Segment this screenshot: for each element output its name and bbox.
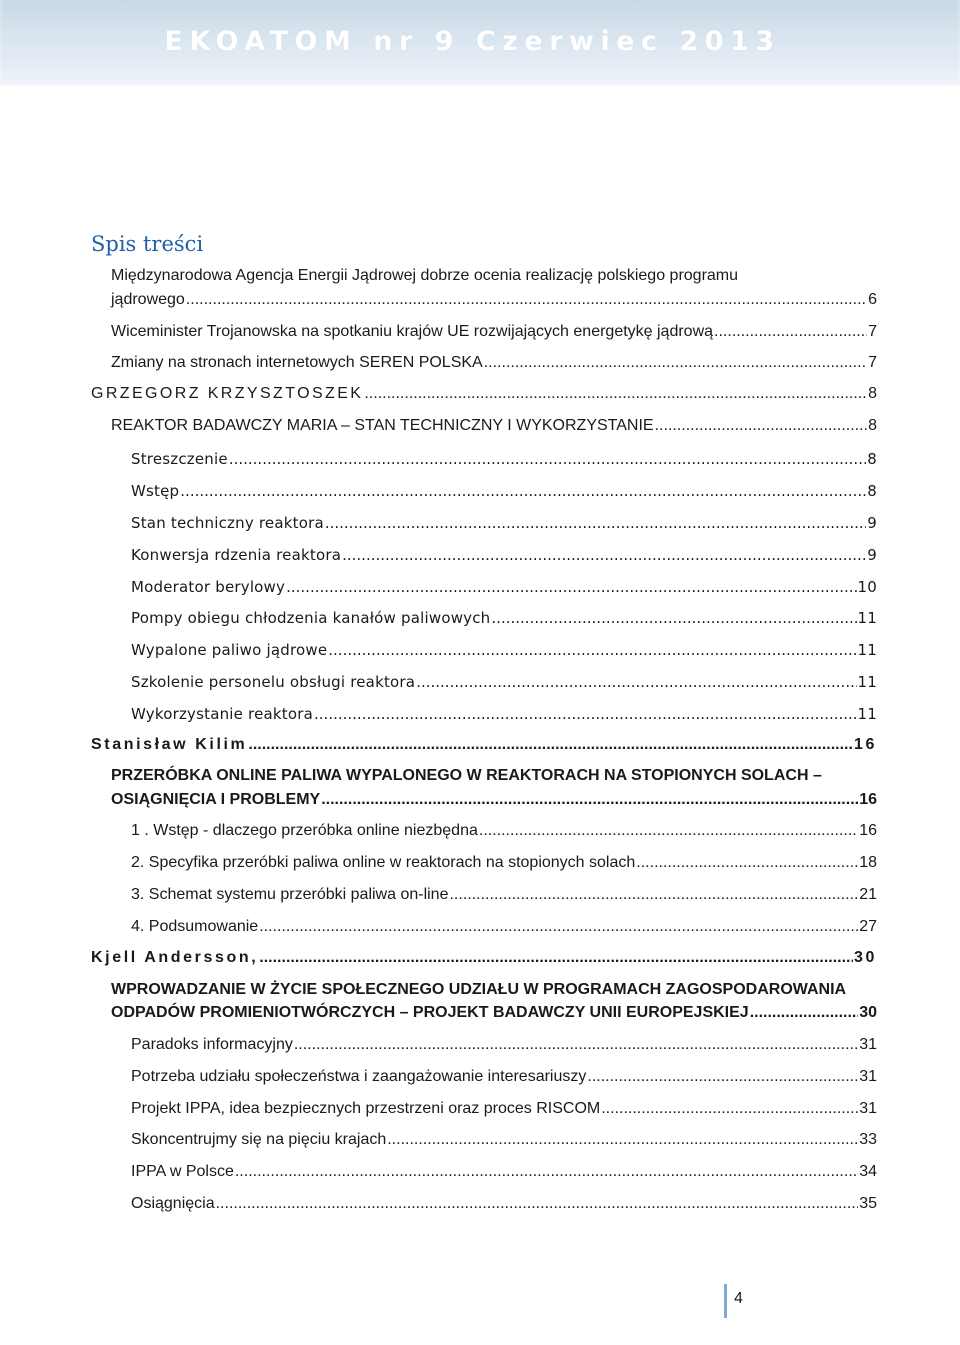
header-band [0,0,960,86]
toc-entry[interactable] [131,607,877,629]
toc-entry-title: Wykorzystanie reaktora [131,705,314,723]
toc-leader-dots [387,1129,858,1151]
toc-entry-title: Wypalone paliwo jądrowe [131,641,328,659]
toc-entry-title: Zmiany na stronach internetowych SEREN POLSKA [111,354,483,371]
toc-entry-title: jądrowego [111,291,185,308]
toc-entry[interactable] [131,512,877,534]
toc-leader-dots [587,1066,858,1088]
toc-entry-page: 8 [867,482,877,500]
toc-entry-page: 8 [868,417,877,434]
toc-leader-dots [601,1098,858,1120]
toc-entry-title: Pompy obiegu chłodzenia kanałów paliwowych [131,609,491,627]
toc-entry[interactable] [131,480,877,502]
toc-leader-dots [491,607,856,629]
toc-entry-page: 31 [859,1068,877,1085]
page-number: 4 [734,1290,743,1307]
toc-entry-page: 35 [859,1195,877,1212]
toc-leader-dots [186,289,867,311]
toc-leader-dots [342,544,866,566]
toc-entry-title: IPPA w Polsce [131,1163,234,1180]
toc-entry-title: Moderator berylowy [131,578,286,596]
toc-entry-page: 18 [859,854,877,871]
toc-entry-title: Projekt IPPA, idea bezpiecznych przestrzeni oraz proces RISCOM [131,1100,601,1117]
toc-leader-dots [259,947,853,969]
toc-entry[interactable] [131,1193,877,1215]
toc-leader-dots [321,789,858,811]
toc-entry[interactable] [111,352,877,374]
toc-entry-title: Streszczenie [131,450,228,468]
toc-entry-page: 7 [868,323,877,340]
toc-leader-dots [235,1161,858,1183]
toc-leader-dots [479,820,858,842]
toc-leader-dots [416,671,856,693]
toc-entry-title: Skoncentrujmy się na pięciu krajach [131,1131,387,1148]
toc-entry-page: 27 [859,918,877,935]
toc-entry-page: 16 [859,791,877,808]
toc-entry-page: 11 [857,609,877,627]
toc-entry-page: 33 [859,1131,877,1148]
toc-entry[interactable] [111,789,877,811]
toc-entry-title: Stanisław Kilim [91,736,248,753]
toc-entry[interactable] [91,947,877,969]
toc-entry[interactable] [131,820,877,842]
toc-entry[interactable] [131,1034,877,1056]
toc-entry-line1: Międzynarodowa Agencja Energii Jądrowej dobrze ocenia realizację polskiego programu [111,267,739,284]
toc-entry-page: 30 [859,1004,877,1021]
toc-entry-title: Kjell Andersson, [91,949,259,966]
toc-entry[interactable] [111,321,877,343]
toc-heading: Spis treści [91,232,204,256]
toc-entry[interactable] [131,1129,877,1151]
toc-entry[interactable] [131,576,877,598]
toc-entry-title: REAKTOR BADAWCZY MARIA – STAN TECHNICZNY I WYKORZYSTANIE [111,417,654,434]
toc-entry-title: 4. Podsumowanie [131,918,259,935]
toc-leader-dots [314,703,856,725]
toc-entry-title: Potrzeba udziału społeczeństwa i zaangażowanie interesariuszy [131,1068,587,1085]
toc-entry-title: Konwersja rdzenia reaktora [131,546,342,564]
toc-entry-title: 2. Specyfika przeróbki paliwa online w reaktorach na stopionych solach [131,854,636,871]
toc-leader-dots [248,734,853,756]
toc-entry-title: Wstęp [131,482,180,500]
toc-leader-dots [714,321,867,343]
toc-entry-page: 21 [859,886,877,903]
toc-entry-page: 10 [857,578,877,596]
toc-entry-title: Osiągnięcia [131,1195,215,1212]
toc-entry[interactable] [131,1161,877,1183]
toc-entry-page: 6 [868,291,877,308]
toc-leader-dots [364,383,867,405]
toc-entry-title: OSIĄGNIĘCIA I PROBLEMY [111,791,321,808]
toc-entry-page: 30 [854,949,877,966]
toc-entry[interactable] [131,448,877,470]
toc-entry-title: Szkolenie personelu obsługi reaktora [131,673,416,691]
toc-entry-page: 34 [859,1163,877,1180]
toc-leader-dots [229,448,866,470]
toc-entry-page: 9 [867,546,877,564]
toc-entry[interactable] [131,852,877,874]
toc-entry-page: 16 [859,822,877,839]
toc-entry-title: Stan techniczny reaktora [131,514,324,532]
toc-entry[interactable] [131,916,877,938]
toc-entry-page: 8 [868,385,877,402]
toc-entry[interactable] [131,1098,877,1120]
toc-entry[interactable] [111,289,877,311]
toc-leader-dots [259,916,858,938]
toc-entry-page: 16 [854,736,877,753]
toc-leader-dots [484,352,867,374]
toc-entry-page: 31 [859,1036,877,1053]
toc-entry-page: 31 [859,1100,877,1117]
toc-leader-dots [449,884,858,906]
toc-entry[interactable] [131,544,877,566]
toc-entry-title: Wiceminister Trojanowska na spotkaniu krajów UE rozwijających energetykę jądrową [111,323,714,340]
toc-leader-dots [325,512,866,534]
toc-leader-dots [286,576,856,598]
toc-entry[interactable] [131,639,877,661]
toc-entry-line1: WPROWADZANIE W ŻYCIE SPOŁECZNEGO UDZIAŁU W PROGRAMACH ZAGOSPODAROWANIA [111,981,847,998]
toc-entry[interactable] [111,415,877,437]
toc-entry-page: 11 [857,641,877,659]
toc-entry-page: 8 [867,450,877,468]
toc-entry-title: GRZEGORZ KRZYSZTOSZEK [91,385,364,402]
toc-entry-page: 9 [867,514,877,532]
toc-entry[interactable] [131,671,877,693]
toc-entry-page: 11 [857,673,877,691]
toc-leader-dots [655,415,867,437]
toc-entry-title: ODPADÓW PROMIENIOTWÓRCZYCH – PROJEKT BADAWCZY UNII EUROPEJSKIEJ [111,1004,749,1021]
toc-entry[interactable] [131,884,877,906]
toc-entry[interactable] [91,734,877,756]
toc-entry[interactable] [91,383,877,405]
toc-entry-title: 1 . Wstęp - dlaczego przeróbka online niezbędna [131,822,478,839]
toc-entry-page: 7 [868,354,877,371]
toc-entry[interactable] [111,1002,877,1024]
toc-leader-dots [294,1034,858,1056]
toc-leader-dots [216,1193,859,1215]
header-title: EKOATOM nr 9 Czerwiec 2013 [164,26,781,57]
toc-leader-dots [636,852,858,874]
toc-entry-title: Paradoks informacyjny [131,1036,293,1053]
toc-leader-dots [328,639,856,661]
toc-entry-line1: PRZERÓBKA ONLINE PALIWA WYPALONEGO W REAKTORACH NA STOPIONYCH SOLACH – [111,767,822,784]
toc-leader-dots [180,480,866,502]
toc-leader-dots [750,1002,859,1024]
toc-entry[interactable] [131,1066,877,1088]
toc-entry-title: 3. Schemat systemu przeróbki paliwa on-line [131,886,449,903]
toc-entry[interactable] [131,703,877,725]
toc-entry-page: 11 [857,705,877,723]
footer-rule [724,1284,727,1318]
